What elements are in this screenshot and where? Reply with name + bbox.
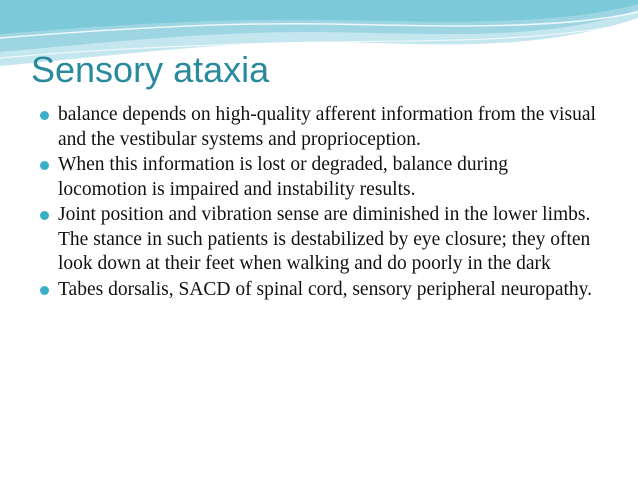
- bullet-text: When this information is lost or degraded, balance during locomotion is impaired and instability results.: [58, 154, 509, 200]
- bullet-item: [40, 103, 600, 152]
- slide-title: Sensory ataxia: [31, 49, 270, 90]
- bullet-dot-icon: [40, 111, 49, 120]
- bullet-list: [40, 103, 600, 303]
- bullet-text: balance depends on high-quality afferent information from the visual and the vestibular systems and proprioception.: [58, 104, 596, 150]
- bullet-item: [40, 278, 600, 303]
- bullet-dot-icon: [40, 211, 49, 220]
- bullet-item: [40, 203, 600, 277]
- bullet-text: Joint position and vibration sense are diminished in the lower limbs. The stance in such patients is destabilized by eye closure; they often look down at their feet when walking and do poorly in the dark: [58, 204, 591, 274]
- bullet-text: Tabes dorsalis, SACD of spinal cord, sensory peripheral neuropathy.: [58, 278, 593, 300]
- bullet-dot-icon: [40, 161, 49, 170]
- bullet-item: [40, 153, 600, 202]
- bullet-dot-icon: [40, 286, 49, 295]
